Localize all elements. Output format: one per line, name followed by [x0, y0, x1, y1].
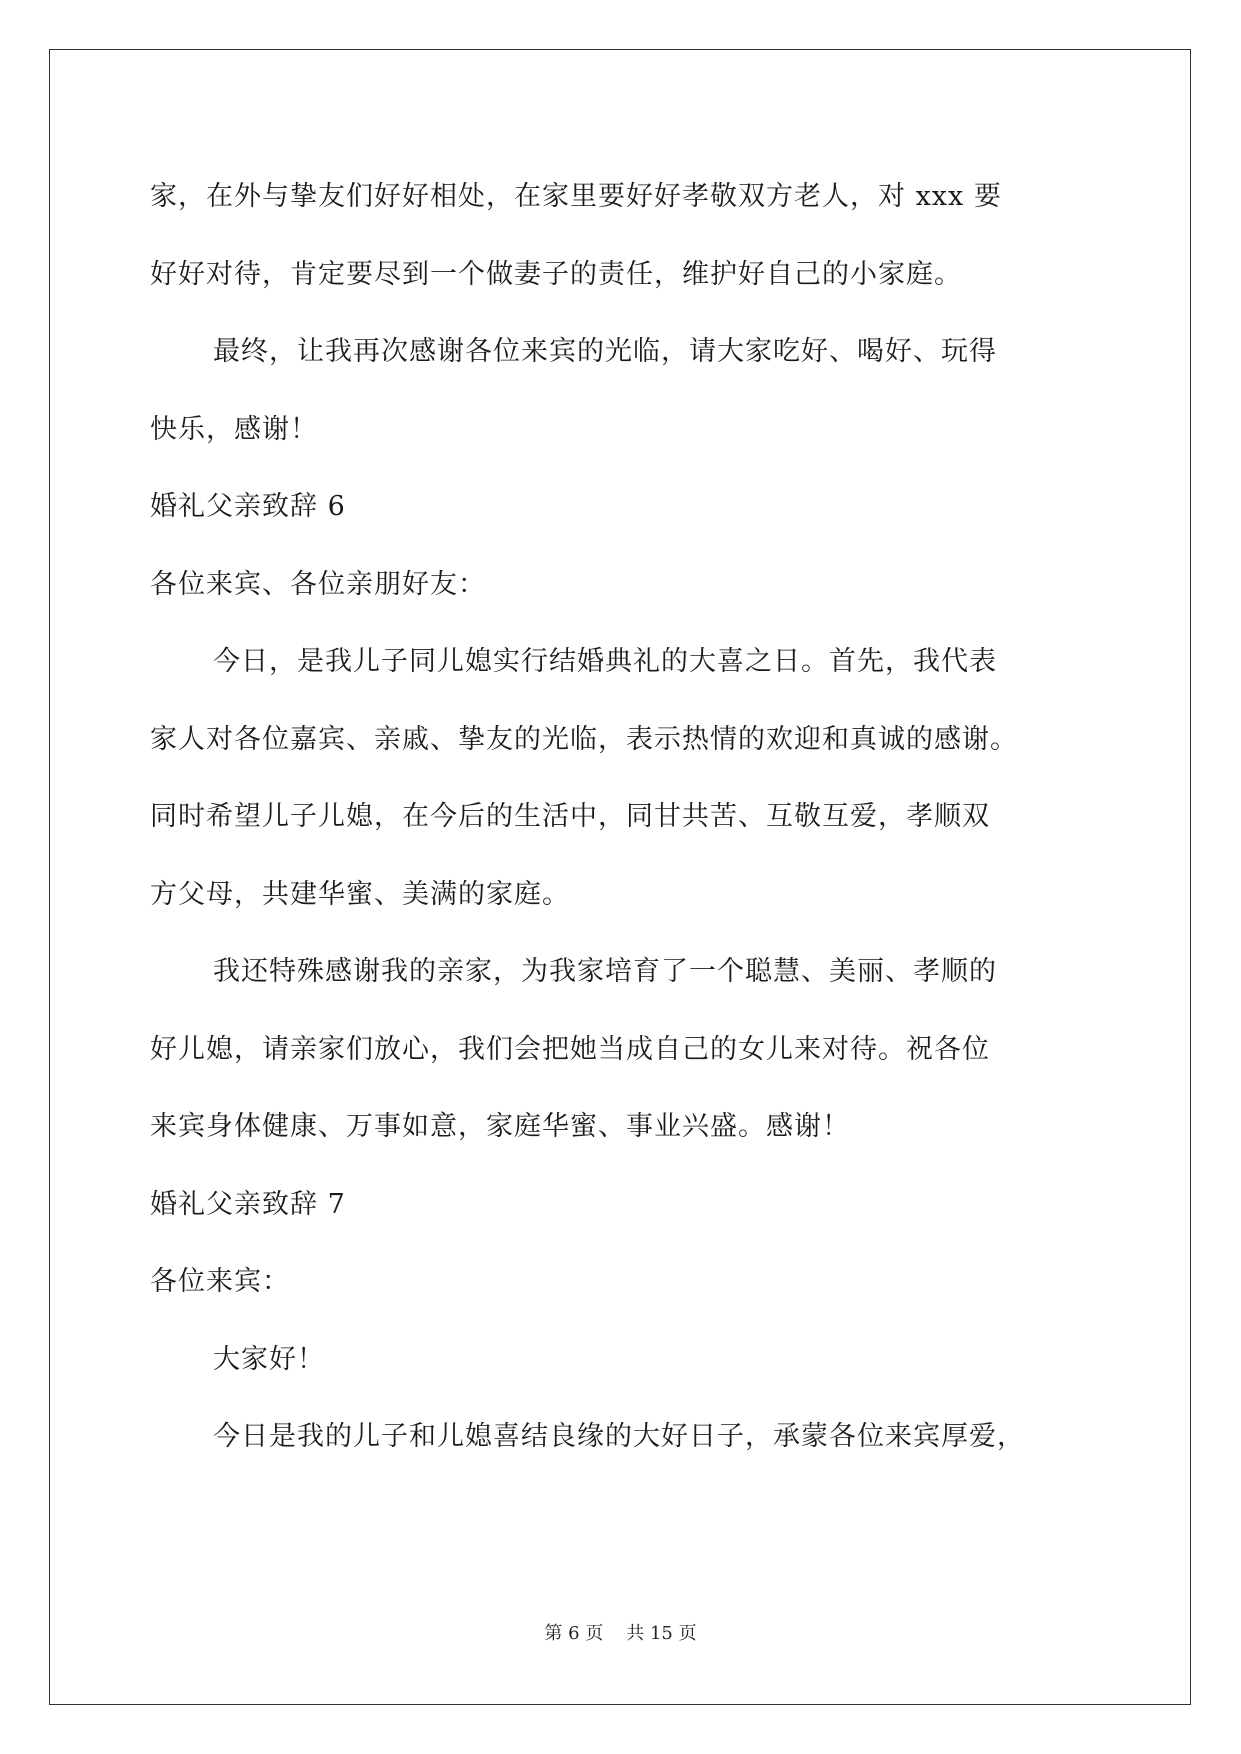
text-line: 大家好！ [213, 1343, 325, 1375]
text-line: 今日，是我儿子同儿媳实行结婚典礼的大喜之日。首先，我代表 [213, 646, 997, 677]
text-line: 最终，让我再次感谢各位来宾的光临，请大家吃好、喝好、玩得 [213, 336, 997, 367]
text-line: 家人对各位嘉宾、亲戚、挚友的光临，表示热情的欢迎和真诚的感谢。 [150, 723, 1018, 755]
section-heading: 婚礼父亲致辞 6 [150, 491, 346, 522]
text-line: 我还特殊感谢我的亲家，为我家培育了一个聪慧、美丽、孝顺的 [213, 956, 997, 987]
text-line: 方父母，共建华蜜、美满的家庭。 [150, 878, 570, 910]
footer-spacer [603, 1623, 626, 1644]
salutation: 各位来宾： [150, 1266, 290, 1297]
page-total: 共 15 页 [626, 1623, 697, 1644]
text-line: 快乐，感谢！ [150, 413, 318, 445]
salutation: 各位来宾、各位亲朋好友： [150, 568, 486, 600]
text-line: 今日是我的儿子和儿媳喜结良缘的大好日子，承蒙各位来宾厚爱， [213, 1421, 1025, 1452]
text-line: 来宾身体健康、万事如意，家庭华蜜、事业兴盛。感谢！ [150, 1111, 850, 1142]
page-footer [0, 1622, 1241, 1646]
section-heading: 婚礼父亲致辞 7 [150, 1188, 346, 1220]
text-line: 家，在外与挚友们好好相处，在家里要好好孝敬双方老人，对 xxx 要 [150, 181, 1002, 212]
text-line: 同时希望儿子儿媳，在今后的生活中，同甘共苦、互敬互爱，孝顺双 [150, 801, 990, 832]
text-line: 好好对待，肯定要尽到一个做妻子的责任，维护好自己的小家庭。 [150, 258, 962, 290]
document-body [150, 158, 1100, 1476]
page-number: 第 6 页 [544, 1623, 604, 1644]
text-line: 好儿媳，请亲家们放心，我们会把她当成自己的女儿来对待。祝各位 [150, 1033, 990, 1065]
